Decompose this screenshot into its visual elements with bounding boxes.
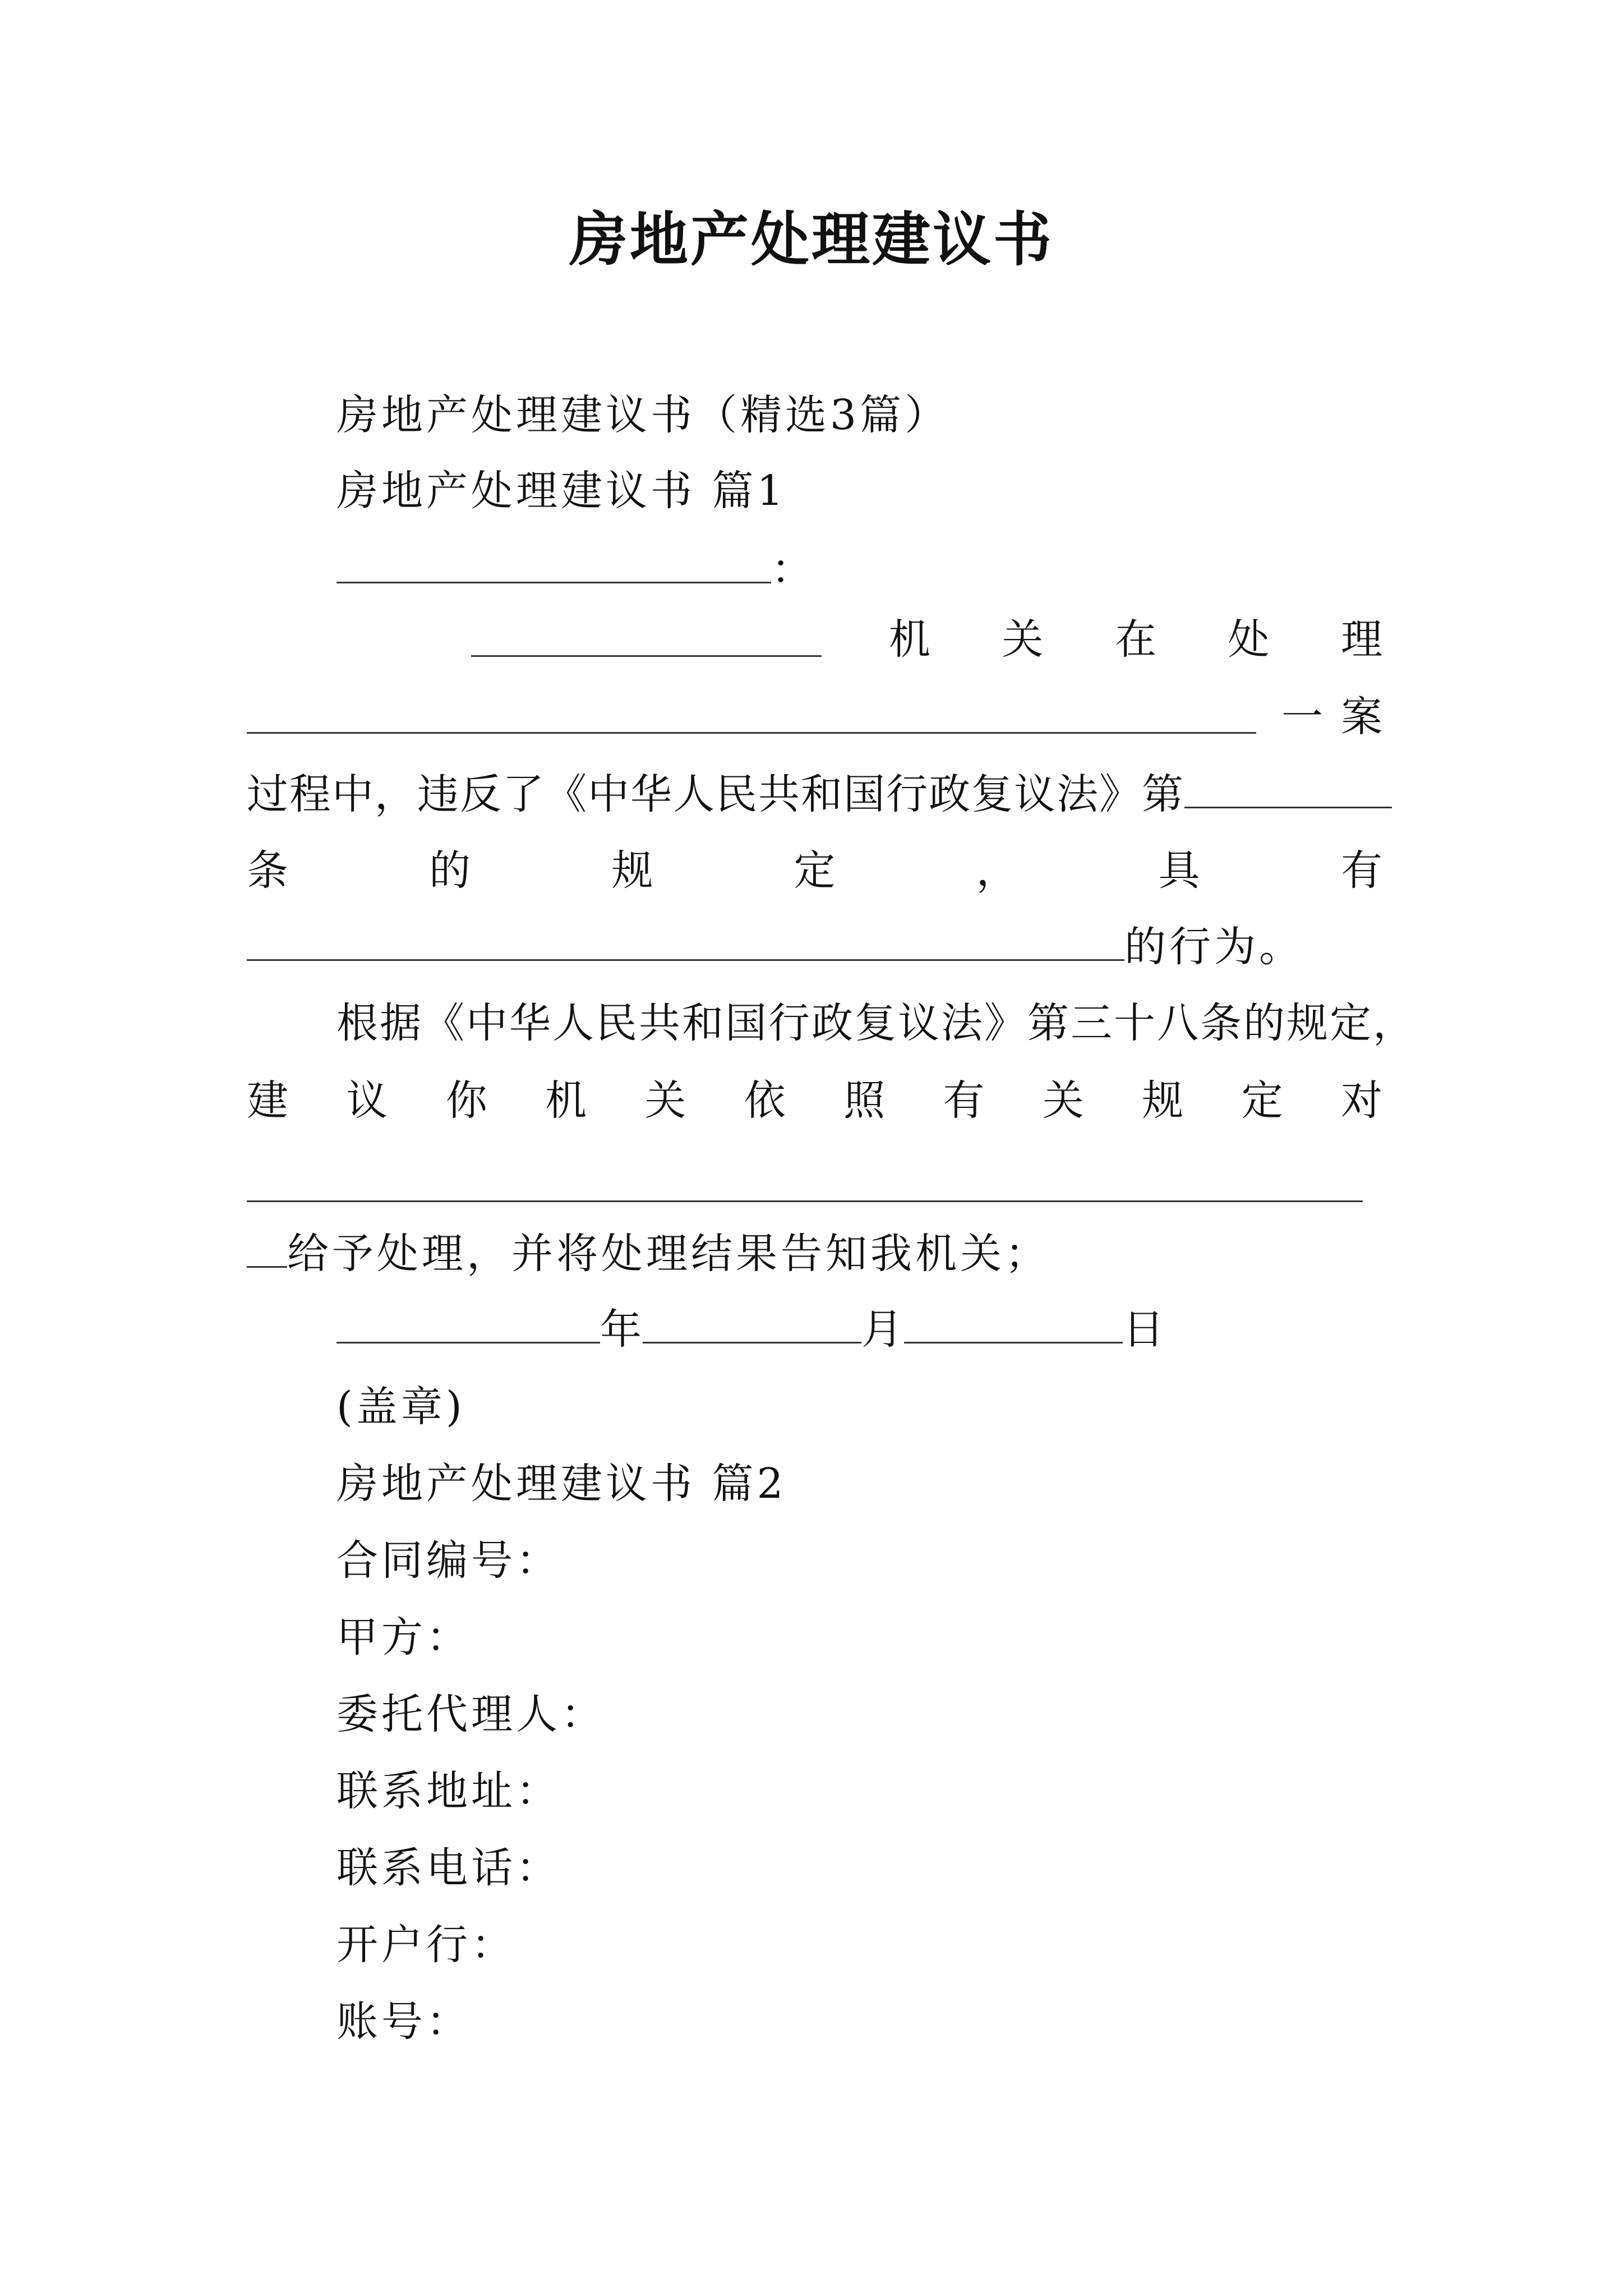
line3-text: 过程中，违反了《中华人民共和国行政复议法》第 <box>247 766 1392 822</box>
field-bank: 开户行： <box>336 1921 516 1969</box>
line5-text: 的行为。 <box>247 919 1304 975</box>
field-contract-number: 合同编号： <box>336 1536 561 1585</box>
month-blank <box>643 1301 861 1343</box>
field-address: 联系地址： <box>336 1767 561 1815</box>
line2-text: 一 案 <box>1281 693 1382 741</box>
field-phone: 联系电话： <box>336 1844 561 1892</box>
behavior-blank <box>247 919 1124 961</box>
part1-heading: 房地产处理建议书 篇1 <box>336 467 787 515</box>
field-party-a: 甲方： <box>336 1613 471 1662</box>
target-blank-tail <box>247 1226 287 1268</box>
addressee-blank <box>336 541 771 583</box>
article-blank <box>1184 766 1392 808</box>
field-agent: 委托代理人： <box>336 1690 606 1738</box>
addressee-colon: ： <box>771 545 816 593</box>
document-subtitle: 房地产处理建议书（精选3篇） <box>336 391 950 439</box>
field-account: 账号： <box>336 1998 471 2046</box>
line7-text: 建 议 你 机 关 依 照 有 关 规 定 对 <box>247 1076 1382 1125</box>
date-line: 年 月 日 <box>336 1301 1165 1358</box>
seal-label: (盖章) <box>336 1383 465 1431</box>
target-blank <box>247 1200 1363 1202</box>
year-blank <box>336 1301 600 1343</box>
line4-text: 条 的 规 定 ， 具 有 <box>247 846 1382 895</box>
agency-blank <box>471 655 822 657</box>
line8-text: 给予处理，并将处理结果告知我机关； <box>247 1226 1050 1282</box>
day-blank <box>904 1301 1123 1343</box>
line6-text: 根据《中华人民共和国行政复议法》第三十八条的规定， <box>336 999 1416 1047</box>
case-blank <box>247 732 1256 734</box>
document-title: 房地产处理建议书 <box>569 205 1054 274</box>
part2-heading: 房地产处理建议书 篇2 <box>336 1460 787 1508</box>
addressee-line <box>336 541 816 597</box>
line1-text: 机 关 在 处 理 <box>889 615 1382 664</box>
